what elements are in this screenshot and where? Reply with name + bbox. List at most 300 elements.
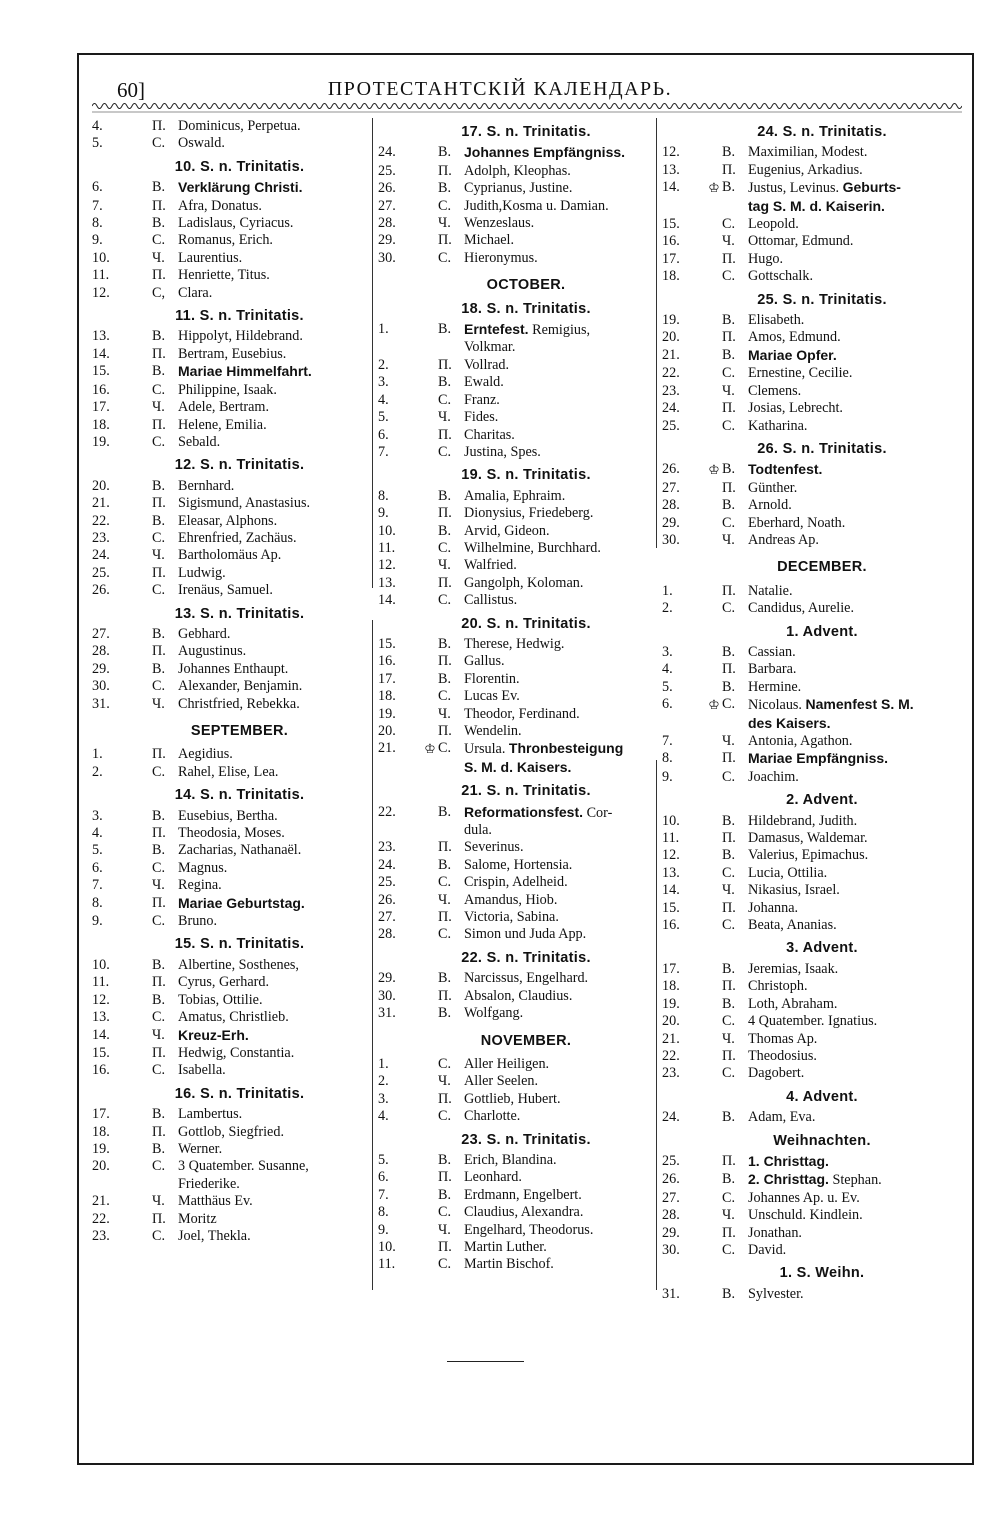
calendar-entry — [662, 347, 962, 365]
crown-slot — [706, 1031, 722, 1048]
crown-slot — [706, 661, 722, 678]
entry-plain: Gottlieb, Hubert. — [464, 1090, 561, 1107]
crown-slot — [136, 513, 152, 530]
crown-slot — [422, 1204, 438, 1221]
day-number: 24. — [662, 1109, 680, 1126]
entry-text — [464, 839, 654, 856]
crown-slot — [422, 180, 438, 197]
weekday-abbr: В. — [152, 179, 166, 196]
entry-continuation — [378, 339, 654, 356]
day-number: 11. — [92, 267, 110, 284]
entry-text — [178, 1027, 367, 1045]
calendar-entry — [92, 877, 367, 894]
week-heading: 11. S. n. Trinitatis. — [175, 308, 304, 325]
weekday-abbr: С. — [152, 433, 166, 450]
weekday-abbr: В. — [722, 312, 736, 329]
weekday-abbr: С. — [722, 864, 736, 881]
calendar-entry — [92, 696, 367, 713]
entry-text — [464, 822, 654, 839]
calendar-entry — [662, 383, 962, 400]
day-number: 11. — [662, 830, 680, 847]
day-number: 29. — [378, 232, 396, 249]
day-number: 19. — [662, 312, 680, 329]
crown-slot — [706, 144, 722, 161]
day-number: 6. — [378, 426, 389, 443]
entry-text — [178, 179, 367, 197]
calendar-entry — [378, 557, 654, 574]
day-number: 25. — [662, 417, 680, 434]
crown-slot — [136, 1124, 152, 1141]
calendar-entry — [662, 830, 962, 847]
calendar-entry — [92, 626, 367, 643]
entry-feast: Mariae Empfängniss. — [748, 750, 889, 767]
entry-text — [748, 383, 962, 400]
entry-plain: Augustinus. — [178, 643, 247, 660]
day-number: 17. — [92, 1106, 110, 1123]
entry-plain: Oswald. — [178, 135, 225, 152]
crown-slot — [422, 1005, 438, 1022]
entry-text — [464, 232, 654, 249]
calendar-entry — [662, 813, 962, 830]
crown-slot — [422, 839, 438, 856]
entry-text — [748, 532, 962, 549]
entry-plain: Unschuld. Kindlein. — [748, 1207, 863, 1224]
entry-plain: Walfried. — [464, 557, 517, 574]
crown-icon: ♔ — [708, 462, 720, 478]
day-number: 4. — [92, 825, 103, 842]
calendar-column-1 — [92, 118, 367, 1245]
entry-text — [178, 478, 367, 495]
entry-plain: Elisabeth. — [748, 312, 805, 329]
calendar-entry — [662, 144, 962, 161]
calendar-entry — [92, 1062, 367, 1079]
entry-text — [748, 198, 962, 216]
entry-text — [178, 957, 367, 974]
calendar-entry — [92, 530, 367, 547]
week-heading: 21. S. n. Trinitatis. — [461, 783, 591, 800]
entry-plain: Vollrad. — [464, 356, 510, 373]
weekday-abbr: В. — [152, 956, 166, 973]
weekday-abbr: В. — [722, 812, 736, 829]
day-number: 26. — [662, 1171, 680, 1188]
entry-plain: Wilhelmine, Burchhard. — [464, 539, 601, 556]
calendar-entry — [92, 1158, 367, 1175]
calendar-entry — [92, 363, 367, 381]
crown-slot — [706, 847, 722, 864]
day-number: 6. — [92, 179, 103, 196]
entry-text — [464, 723, 654, 740]
week-heading: 17. S. n. Trinitatis. — [461, 124, 591, 140]
week-heading: 12. S. n. Trinitatis. — [174, 457, 305, 474]
entry-plain: Loth, Abraham. — [748, 995, 838, 1012]
calendar-entry — [92, 495, 367, 512]
calendar-entry — [378, 409, 654, 426]
weekday-abbr: П. — [722, 1047, 736, 1064]
entry-feast: des Kaisers. — [748, 714, 831, 731]
crown-slot — [422, 232, 438, 249]
weekday-abbr: В. — [722, 1109, 736, 1126]
entry-plain: Isabella. — [178, 1062, 226, 1079]
crown-slot — [706, 644, 722, 661]
calendar-entry — [378, 857, 654, 874]
day-number: 23. — [662, 1065, 680, 1082]
column-rule-2-lower — [656, 760, 657, 1290]
entry-plain: Cassian. — [748, 643, 796, 660]
day-number: 21. — [92, 495, 110, 512]
day-number: 15. — [92, 363, 110, 380]
crown-slot — [422, 653, 438, 670]
day-number: 9. — [662, 768, 673, 785]
crown-slot — [422, 357, 438, 374]
entry-continuation — [92, 1176, 367, 1193]
day-number: 20. — [92, 1158, 110, 1175]
entry-text — [748, 461, 962, 479]
crown-slot — [136, 118, 152, 135]
entry-plain: Dionysius, Friedeberg. — [464, 505, 594, 522]
month-heading: SEPTEMBER. — [190, 723, 289, 739]
entry-plain: 3 Quatember. Susanne, — [178, 1158, 309, 1175]
day-number: 23. — [92, 1227, 110, 1244]
crown-slot — [706, 715, 722, 733]
day-number: 30. — [378, 249, 396, 266]
day-number: 10. — [92, 249, 110, 266]
day-number: 4. — [92, 118, 103, 134]
weekday-abbr: С. — [722, 1189, 736, 1206]
day-number: 14. — [378, 592, 396, 609]
calendar-entry — [378, 688, 654, 705]
weekday-abbr: В. — [438, 1186, 452, 1203]
entry-text — [178, 495, 367, 512]
week-heading: 13. S. n. Trinitatis. — [174, 605, 305, 622]
crown-slot — [422, 250, 438, 267]
day-number: 27. — [378, 909, 396, 926]
entry-text — [748, 733, 962, 750]
calendar-entry — [92, 1211, 367, 1228]
day-number: 29. — [662, 1224, 680, 1241]
entry-text — [464, 592, 654, 609]
day-number: 7. — [378, 1186, 389, 1203]
crown-slot — [136, 696, 152, 713]
column-rule-2 — [656, 118, 657, 548]
entry-text — [748, 312, 962, 329]
entry-text — [748, 978, 962, 995]
crown-slot — [422, 1169, 438, 1186]
day-number: 13. — [662, 161, 680, 178]
crown-slot — [422, 1256, 438, 1273]
entry-plain: Irenäus, Samuel. — [178, 582, 273, 599]
calendar-entry — [662, 661, 962, 678]
entry-plain: Henriette, Titus. — [178, 267, 270, 284]
entry-continuation — [662, 715, 962, 733]
entry-plain: Philippine, Isaak. — [178, 381, 277, 398]
weekday-abbr: В. — [722, 960, 736, 977]
crown-slot — [706, 198, 722, 216]
calendar-entry — [378, 427, 654, 444]
calendar-entry — [662, 769, 962, 786]
weekday-abbr: П. — [152, 1210, 166, 1227]
entry-text — [178, 974, 367, 991]
weekday-abbr: В. — [722, 144, 736, 161]
entry-plain: Ernestine, Cecilie. — [748, 365, 853, 382]
calendar-entry — [662, 865, 962, 882]
entry-plain: Wolfgang. — [464, 1005, 524, 1022]
entry-feast: Johannes Empfängniss. — [464, 144, 626, 161]
entry-text — [464, 1187, 654, 1204]
weekday-abbr: П. — [438, 653, 452, 670]
entry-plain: Regina. — [178, 877, 222, 894]
entry-plain: Florentin. — [464, 670, 520, 687]
entry-plain: Absalon, Claudius. — [464, 987, 573, 1004]
weekday-abbr: С. — [152, 381, 166, 398]
entry-plain: Aller Heiligen. — [464, 1055, 550, 1072]
day-number: 26. — [378, 180, 396, 197]
crown-slot — [422, 688, 438, 705]
crown-slot — [706, 733, 722, 750]
calendar-entry — [378, 1222, 654, 1239]
weekday-abbr: П. — [152, 825, 166, 842]
entry-plain: Candidus, Aurelie. — [748, 600, 854, 617]
calendar-entry — [662, 418, 962, 435]
day-number: 19. — [378, 705, 396, 722]
crown-slot — [136, 643, 152, 660]
weekday-abbr: П. — [438, 505, 452, 522]
day-number: 16. — [92, 1062, 110, 1079]
weekday-abbr: С. — [152, 232, 166, 249]
crown-slot — [136, 1062, 152, 1079]
weekday-abbr: В. — [152, 1140, 166, 1157]
day-number: 5. — [378, 409, 389, 426]
entry-plain: Gottlob, Siegfried. — [178, 1123, 284, 1140]
entry-text — [178, 530, 367, 547]
day-number: 31. — [378, 1005, 396, 1022]
crown-slot — [136, 626, 152, 643]
crown-slot — [706, 418, 722, 435]
entry-plain: Valerius, Epimachus. — [748, 847, 869, 864]
calendar-entry — [662, 996, 962, 1013]
crown-slot — [136, 1158, 152, 1175]
calendar-entry — [92, 1228, 367, 1245]
entry-text — [464, 804, 654, 822]
crown-slot — [706, 162, 722, 179]
entry-plain: Erdmann, Engelbert. — [464, 1186, 582, 1203]
entry-text — [748, 515, 962, 532]
day-number: 5. — [662, 678, 673, 695]
entry-text — [464, 1152, 654, 1169]
weekday-abbr: П. — [152, 416, 166, 433]
crown-slot — [706, 1065, 722, 1082]
entry-plain: David. — [748, 1241, 787, 1258]
weekday-abbr: Ч. — [438, 1073, 451, 1090]
day-number: 16. — [662, 917, 680, 934]
calendar-entry — [662, 733, 962, 750]
weekday-abbr: Ч. — [722, 1207, 735, 1224]
entry-text — [464, 1256, 654, 1273]
entry-plain: Volkmar. — [464, 339, 516, 356]
week-heading: 26. S. n. Trinitatis. — [757, 440, 887, 457]
crown-slot — [136, 1193, 152, 1210]
calendar-entry — [662, 583, 962, 600]
calendar-entry — [378, 653, 654, 670]
calendar-entry — [92, 382, 367, 399]
day-number: 10. — [378, 522, 396, 539]
day-number: 1. — [92, 746, 103, 763]
crown-slot — [422, 540, 438, 557]
crown-slot — [136, 1009, 152, 1026]
entry-text — [464, 198, 654, 215]
weekday-abbr: В. — [722, 995, 736, 1012]
crown-slot — [422, 339, 438, 356]
weekday-abbr: В. — [438, 374, 452, 391]
calendar-entry — [378, 540, 654, 557]
entry-text — [748, 329, 962, 346]
entry-text — [748, 600, 962, 617]
entry-text — [178, 135, 367, 152]
entry-text — [464, 444, 654, 461]
month-heading: OCTOBER. — [486, 277, 566, 294]
crown-slot — [136, 913, 152, 930]
calendar-entry — [92, 860, 367, 877]
weekday-abbr — [438, 759, 464, 777]
crown-slot — [136, 661, 152, 678]
crown-slot — [422, 505, 438, 522]
entry-plain: Friederike. — [178, 1175, 240, 1192]
entry-plain: Gangolph, Koloman. — [464, 574, 584, 591]
weekday-abbr: С. — [722, 1241, 736, 1258]
crown-slot — [136, 232, 152, 249]
entry-plain: Albertine, Sosthenes, — [178, 956, 299, 973]
crown-slot — [706, 515, 722, 532]
entry-plain: Beata, Ananias. — [748, 917, 837, 934]
entry-plain: Damasus, Waldemar. — [748, 830, 868, 847]
day-number: 19. — [92, 433, 110, 450]
calendar-entry — [378, 321, 654, 339]
day-number: 16. — [92, 381, 110, 398]
crown-slot — [706, 1207, 722, 1224]
entry-text — [748, 900, 962, 917]
calendar-entry — [378, 740, 654, 758]
entry-text — [178, 1009, 367, 1026]
crown-slot — [706, 1153, 722, 1171]
entry-plain: Dagobert. — [748, 1065, 805, 1082]
day-number: 21. — [662, 346, 680, 363]
entry-plain: Bernhard. — [178, 477, 235, 494]
entry-plain: Judith,Kosma u. Damian. — [464, 197, 609, 214]
entry-plain: Tobias, Ottilie. — [178, 991, 263, 1008]
week-heading: 15. S. n. Trinitatis. — [174, 936, 305, 953]
crown-slot — [136, 346, 152, 363]
entry-plain: Wenzeslaus. — [464, 215, 535, 232]
day-number — [378, 339, 422, 356]
day-number: 28. — [662, 1207, 680, 1224]
calendar-entry — [378, 874, 654, 891]
calendar-entry — [92, 513, 367, 530]
crown-slot — [422, 1187, 438, 1204]
entry-text — [748, 162, 962, 179]
day-number: 30. — [662, 531, 680, 548]
weekday-abbr: П. — [438, 1090, 452, 1107]
entry-plain: Johannes Ap. u. Ev. — [748, 1189, 860, 1206]
calendar-entry — [378, 250, 654, 267]
day-number: 15. — [378, 635, 396, 652]
weekday-abbr: П. — [438, 574, 452, 591]
day-number: 5. — [378, 1151, 389, 1168]
entry-plain: Ursula. — [464, 741, 509, 758]
entry-plain: Hieronymus. — [464, 249, 538, 266]
day-number: 30. — [662, 1241, 680, 1258]
entry-feast: tag S. M. d. Kaiserin. — [748, 197, 885, 214]
crown-slot — [136, 198, 152, 215]
entry-plain: Natalie. — [748, 582, 793, 599]
day-number: 7. — [92, 197, 103, 214]
crown-slot — [136, 842, 152, 859]
crown-icon: ♔ — [424, 741, 436, 757]
entry-text — [748, 750, 962, 768]
calendar-entry — [662, 978, 962, 995]
calendar-entry — [92, 565, 367, 582]
weekday-abbr: В. — [438, 670, 452, 687]
crown-slot — [706, 1109, 722, 1126]
calendar-entry — [378, 1152, 654, 1169]
entry-text — [178, 746, 367, 763]
day-number: 9. — [378, 505, 389, 522]
weekday-abbr: С. — [438, 740, 452, 757]
entry-plain: Crispin, Adelheid. — [464, 874, 568, 891]
calendar-entry — [662, 1242, 962, 1259]
entry-text — [748, 1207, 962, 1224]
entry-text — [178, 661, 367, 678]
entry-text — [178, 399, 367, 416]
weekday-abbr — [152, 1176, 178, 1193]
weekday-abbr: В. — [152, 842, 166, 859]
entry-plain: Werner. — [178, 1140, 223, 1157]
calendar-entry — [92, 913, 367, 930]
day-number: 27. — [662, 479, 680, 496]
weekday-abbr: П. — [438, 232, 452, 249]
calendar-entry — [92, 417, 367, 434]
calendar-entry — [662, 1171, 962, 1189]
running-head-title: ПРОТЕСТАНТСКIЙ КАЛЕНДАРЬ. — [327, 78, 673, 100]
crown-slot — [422, 1108, 438, 1125]
entry-text — [464, 1239, 654, 1256]
crown-slot — [706, 865, 722, 882]
calendar-entry — [662, 268, 962, 285]
day-number: 20. — [92, 477, 110, 494]
crown-slot — [706, 268, 722, 285]
crown-slot — [136, 1027, 152, 1045]
weekday-abbr: С. — [722, 417, 736, 434]
crown-slot — [706, 900, 722, 917]
column-rule-1 — [372, 118, 373, 588]
crown-slot — [706, 882, 722, 899]
entry-text — [178, 860, 367, 877]
entry-feast: Verklärung Christi. — [178, 179, 303, 196]
weekday-abbr: С. — [722, 768, 736, 785]
crown-slot — [422, 1056, 438, 1073]
entry-text — [178, 1228, 367, 1245]
day-number: 10. — [662, 812, 680, 829]
day-number: 16. — [662, 233, 680, 250]
entry-text — [464, 409, 654, 426]
entry-text — [464, 144, 654, 162]
day-number: 3. — [378, 1090, 389, 1107]
weekday-abbr: П. — [722, 830, 736, 847]
calendar-entry — [378, 1005, 654, 1022]
day-number: 19. — [92, 1140, 110, 1157]
weekday-abbr: П. — [438, 1169, 452, 1186]
entry-plain: Adolph, Kleophas. — [464, 162, 571, 179]
crown-slot — [422, 409, 438, 426]
day-number — [378, 759, 422, 777]
